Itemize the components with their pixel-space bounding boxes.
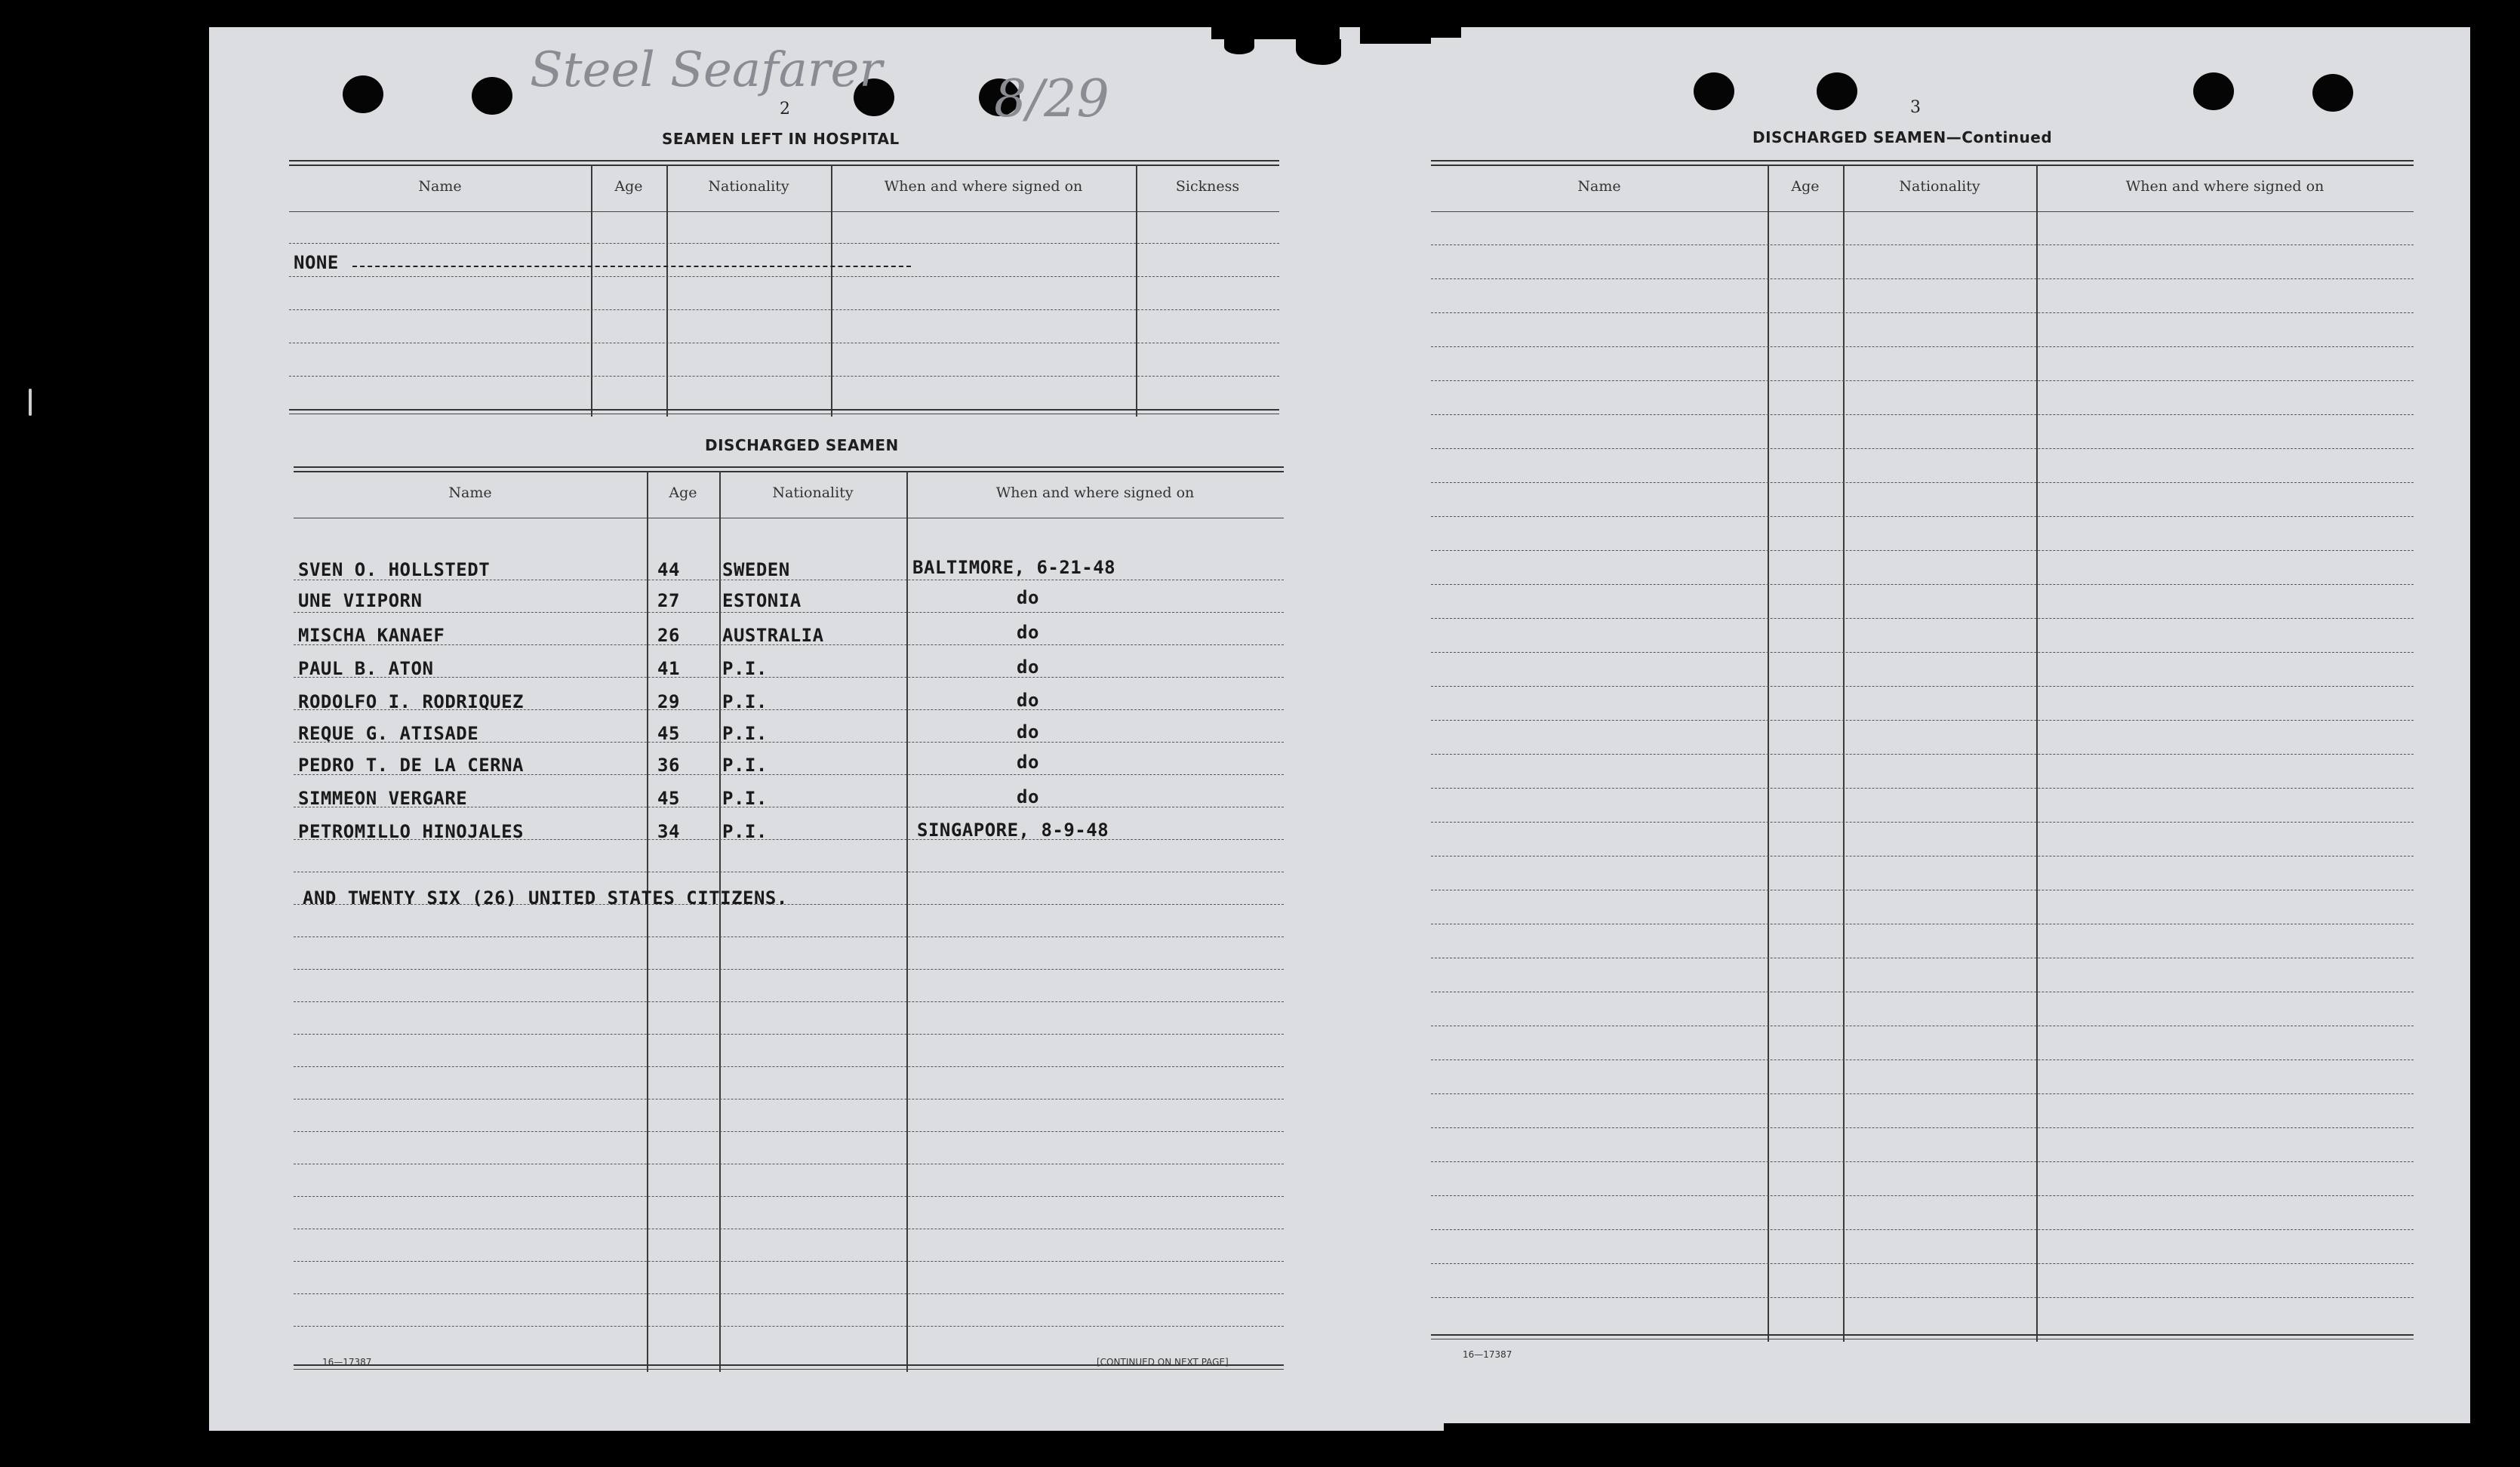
column-divider: [831, 165, 832, 417]
ruled-line: [289, 276, 1279, 277]
hospital-table: [289, 160, 1279, 417]
column-header-signed-on: When and where signed on: [884, 178, 1083, 195]
seaman-name: SIMMEON VERGARE: [298, 788, 468, 809]
ruled-line: [1431, 856, 2414, 857]
seaman-age: 41: [657, 658, 680, 679]
ruled-line: [1431, 550, 2414, 551]
column-header-nationality: Nationality: [1899, 178, 1980, 195]
seaman-name: MISCHA KANAEF: [298, 625, 445, 646]
ruled-line: [1431, 448, 2414, 449]
ruled-line: [294, 1066, 1284, 1067]
seaman-name: UNE VIIPORN: [298, 590, 423, 611]
ruled-line: [294, 1131, 1284, 1132]
seaman-age: 26: [657, 625, 680, 646]
column-divider: [1768, 165, 1769, 1342]
discharged-continued-title: DISCHARGED SEAMEN—Continued: [1752, 128, 2053, 146]
column-divider: [906, 471, 908, 1372]
seaman-nationality: AUSTRALIA: [722, 625, 824, 646]
punch-hole: [2312, 74, 2353, 112]
ruled-line: [1431, 1229, 2414, 1230]
discharged-section-title: DISCHARGED SEAMEN: [705, 436, 899, 454]
seaman-nationality: P.I.: [722, 691, 768, 712]
column-header-signed-on: When and where signed on: [2125, 178, 2325, 195]
header-rule: [1431, 211, 2414, 212]
ruled-line: [1431, 618, 2414, 619]
seaman-age: 44: [657, 559, 680, 580]
none-strike-line: [352, 266, 911, 267]
column-divider: [2036, 165, 2038, 1342]
column-divider: [591, 165, 592, 417]
ruled-line: [1431, 414, 2414, 415]
seaman-age: 45: [657, 723, 680, 744]
seaman-signed-on: do: [1017, 657, 1039, 678]
seaman-nationality: SWEDEN: [722, 559, 790, 580]
edge-artifact: [29, 389, 32, 416]
seaman-signed-on: BALTIMORE, 6-21-48: [912, 557, 1116, 578]
form-number: 16—17387: [322, 1357, 372, 1367]
seaman-nationality: P.I.: [722, 723, 768, 744]
seaman-signed-on: do: [1017, 587, 1039, 608]
column-header-name: Name: [1577, 178, 1621, 195]
seaman-name: REQUE G. ATISADE: [298, 723, 479, 744]
seaman-nationality: ESTONIA: [722, 590, 802, 611]
ruled-line: [1431, 516, 2414, 517]
seaman-name: PETROMILLO HINOJALES: [298, 821, 524, 842]
ruled-line: [289, 376, 1279, 377]
ruled-line: [1431, 1127, 2414, 1128]
discharged-table: [294, 466, 1284, 1372]
ruled-line: [1431, 380, 2414, 381]
citizens-footnote: AND TWENTY SIX (26) UNITED STATES CITIZENS.: [303, 887, 788, 909]
ruled-line: [1431, 482, 2414, 483]
seaman-signed-on: do: [1017, 622, 1039, 643]
table-top-rule: [289, 165, 1279, 166]
ruled-line: [1431, 754, 2414, 755]
seaman-signed-on: do: [1017, 721, 1039, 743]
seaman-signed-on: do: [1017, 752, 1039, 773]
seaman-age: 29: [657, 691, 680, 712]
seaman-name: PAUL B. ATON: [298, 658, 434, 679]
ruled-line: [1431, 584, 2414, 585]
ruled-line: [1431, 1161, 2414, 1162]
column-header-signed-on: When and where signed on: [995, 484, 1195, 501]
torn-edge: [1211, 27, 1340, 39]
ruled-line: [1431, 312, 2414, 313]
ruled-line: [294, 1034, 1284, 1035]
punch-hole: [1817, 72, 1857, 110]
seaman-name: PEDRO T. DE LA CERNA: [298, 755, 524, 776]
seaman-nationality: P.I.: [722, 788, 768, 809]
ruled-line: [1431, 1263, 2414, 1264]
seaman-name: RODOLFO I. RODRIQUEZ: [298, 691, 524, 712]
ruled-line: [294, 1196, 1284, 1197]
seaman-nationality: P.I.: [722, 658, 768, 679]
left-page: [209, 27, 1444, 1431]
seaman-age: 34: [657, 821, 680, 842]
table-top-rule: [294, 471, 1284, 472]
ruled-line: [1431, 244, 2414, 245]
ruled-line: [1431, 346, 2414, 347]
torn-edge: [1431, 27, 1461, 38]
ruled-line: [1431, 1297, 2414, 1298]
punch-hole: [343, 75, 383, 113]
header-rule: [289, 211, 1279, 212]
ruled-line: [294, 1293, 1284, 1294]
ruled-line: [1431, 788, 2414, 789]
ruled-line: [1431, 1093, 2414, 1094]
seaman-signed-on: SINGAPORE, 8-9-48: [917, 820, 1109, 841]
column-divider: [647, 471, 648, 1372]
seaman-name: SVEN O. HOLLSTEDT: [298, 559, 491, 580]
ruled-line: [289, 309, 1279, 310]
ruled-line: [294, 936, 1284, 937]
ruled-line: [1431, 686, 2414, 687]
table-bottom-rule: [294, 1369, 1284, 1370]
hospital-entry: NONE: [294, 252, 339, 273]
column-divider: [1136, 165, 1137, 417]
torn-edge: [1296, 39, 1341, 65]
punch-hole: [1694, 72, 1734, 110]
form-number: 16—17387: [1463, 1349, 1512, 1360]
table-top-rule: [289, 160, 1279, 161]
ship-name-handwriting: Steel Seafarer: [530, 42, 882, 98]
seaman-nationality: P.I.: [722, 821, 768, 842]
table-bottom-rule: [1431, 1334, 2414, 1336]
table-top-rule: [1431, 165, 2414, 166]
column-header-nationality: Nationality: [772, 484, 854, 501]
seaman-signed-on: do: [1017, 786, 1039, 807]
ruled-line: [289, 243, 1279, 244]
torn-edge: [1224, 39, 1254, 54]
punch-hole: [472, 77, 512, 115]
right-page: [1431, 27, 2470, 1423]
ruled-line: [1431, 652, 2414, 653]
ruled-line: [294, 1001, 1284, 1002]
ruled-line: [294, 969, 1284, 970]
ruled-line: [1431, 720, 2414, 721]
ruled-line: [294, 612, 1284, 613]
ruled-line: [294, 1261, 1284, 1262]
page-number: 3: [1910, 98, 1921, 117]
seaman-age: 36: [657, 755, 680, 776]
page-number: 2: [780, 100, 790, 118]
column-divider: [1843, 165, 1845, 1342]
column-header-age: Age: [614, 178, 643, 195]
table-top-rule: [1431, 160, 2414, 161]
ruled-line: [1431, 1195, 2414, 1196]
punch-hole: [2193, 72, 2234, 110]
seaman-age: 27: [657, 590, 680, 611]
date-handwriting: 8/29: [994, 69, 1109, 129]
column-header-name: Name: [418, 178, 462, 195]
column-header-nationality: Nationality: [708, 178, 789, 195]
ruled-line: [294, 1326, 1284, 1327]
column-divider: [719, 471, 721, 1372]
discharged-continued-table: [1431, 160, 2414, 1342]
column-header-age: Age: [1791, 178, 1820, 195]
ruled-line: [1431, 278, 2414, 279]
seaman-age: 45: [657, 788, 680, 809]
ruled-line: [1431, 822, 2414, 823]
column-header-sickness: Sickness: [1175, 178, 1240, 195]
column-divider: [666, 165, 668, 417]
seaman-signed-on: do: [1017, 690, 1039, 711]
hospital-section-title: SEAMEN LEFT IN HOSPITAL: [662, 130, 900, 148]
column-header-name: Name: [448, 484, 492, 501]
continued-note: [CONTINUED ON NEXT PAGE]: [1097, 1357, 1229, 1367]
column-header-age: Age: [669, 484, 697, 501]
table-bottom-rule: [289, 409, 1279, 411]
table-top-rule: [294, 466, 1284, 468]
ruled-line: [294, 677, 1284, 678]
seaman-nationality: P.I.: [722, 755, 768, 776]
